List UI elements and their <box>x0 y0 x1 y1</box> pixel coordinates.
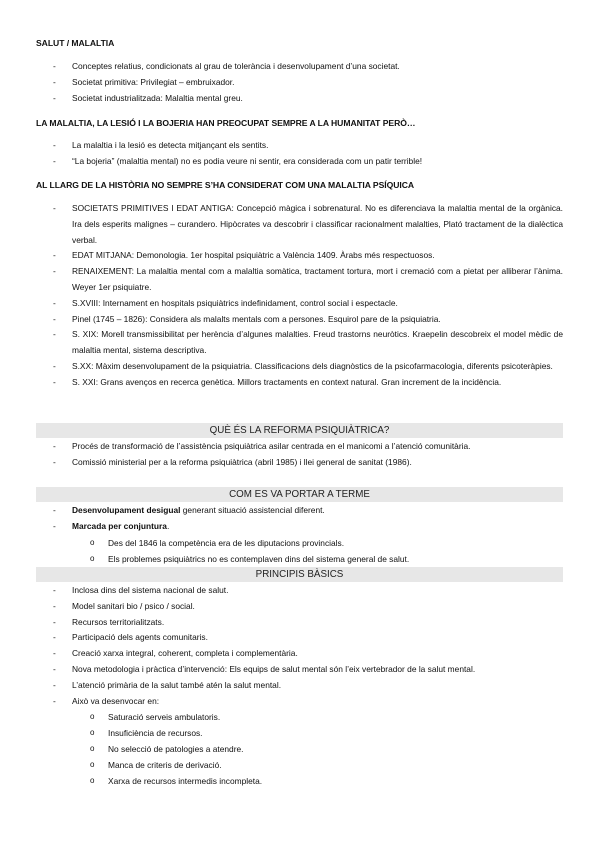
list-item: - EDAT MITJANA: Demonologia. 1er hospital psiquiàtric a València 1409. Àrabs més respectuosos. <box>53 250 435 261</box>
emphasis-text: Desenvolupament desigual <box>72 505 181 515</box>
list-item: - Això va desenvocar en: o Saturació serveis ambulatoris. o Insuficiència de recursos. o No selecció de patologies a atendre. o Manca de criteris de derivació. o Xarxa de recursos intermedis incompleta. <box>0 694 599 790</box>
list-historia <box>0 201 599 391</box>
list-item: - S. XIX: Morell transmissibilitat per herència d’algunes malalties. Freud trastorns neuròtics. Kraepelin descobreix el model mèdic de malaltia mental, sistema descriptiva. <box>53 329 563 356</box>
sublist-item: o No selecció de patologies a atendre. <box>90 744 244 755</box>
list-item: - Creació xarxa integral, coherent, completa i complementària. <box>53 648 298 659</box>
list-salut-malaltia <box>0 59 599 106</box>
list-item: - Participació dels agents comunitaris. <box>53 632 208 643</box>
list-item: - Nova metodologia i pràctica d’intervenció: Els equips de salut mental són l’eix vertebrador de la salut mental. <box>53 663 476 674</box>
list-item: - Societat industrialitzada: Malaltia mental greu. <box>53 92 243 103</box>
list-item: - La malaltia i la lesió es detecta mitjançant els sentits. <box>53 140 269 150</box>
list-item: - Procés de transformació de l’assistència psiquiàtrica asilar centrada en el manicomi a l’atenció comunitària. <box>53 441 471 451</box>
emphasis-text: Marcada per conjuntura <box>72 520 167 531</box>
section-band-com-es-va-portar-a-terme: COM ES VA PORTAR A TERME <box>36 487 563 502</box>
list-item: - Societat primitiva: Privilegiat – embruixador. <box>53 76 235 87</box>
section-heading-salut-malaltia: SALUT / MALALTIA <box>36 38 115 48</box>
list-item: - Model sanitari bio / psico / social. <box>53 600 195 611</box>
sublist-conjuntura <box>0 535 599 567</box>
list-com-es-va-portar-a-terme <box>0 503 599 567</box>
list-reforma-psiquiatrica <box>0 439 599 471</box>
sublist-item: o Manca de criteris de derivació. <box>90 760 222 771</box>
section-heading-historia: AL LLARG DE LA HISTÒRIA NO SEMPRE S’HA CONSIDERAT COM UNA MALALTIA PSÍQUICA <box>36 180 415 190</box>
list-item: - RENAIXEMENT: La malaltia mental com a malaltia somàtica, tractament tortura, mort i cremació com a pietat per alliberar l’ànima. Weyer 1er psiquiatre. <box>53 266 563 292</box>
sublist-item: o Els problemes psiquiàtrics no es contemplaven dins del sistema general de salut. <box>90 553 410 564</box>
section-heading-malaltia-lesio-bojeria: LA MALALTIA, LA LESIÓ I LA BOJERIA HAN PREOCUPAT SEMPRE A LA HUMANITAT PERÒ… <box>36 118 416 128</box>
list-item: - Desenvolupament desigual generant situació assistencial diferent. <box>53 505 325 515</box>
list-principis-basics <box>0 583 599 789</box>
section-band-principis-basics: PRINCIPIS BÀSICS <box>36 567 563 582</box>
list-item: - L’atenció primària de la salut també atén la salut mental. <box>53 679 282 690</box>
list-item: - S. XXI: Grans avenços en recerca genètica. Millors tractaments en context natural. Gran increment de la incidència. <box>53 376 502 387</box>
list-malaltia-lesio-bojeria <box>0 138 599 170</box>
list-item: - SOCIETATS PRIMITIVES I EDAT ANTIGA: Concepció màgica i sobrenatural. No es diferenciava la malaltia mental de la orgànica. Ira dels esperits malignes – curandero. Hipòcrates va descobrir i classificar racionalment malalties, Plató tractament de la dialèctica verbal. <box>53 203 563 245</box>
list-item: - Inclosa dins del sistema nacional de salut. <box>53 585 229 595</box>
sublist-item: o Des del 1846 la competència era de les diputacions provincials. <box>90 537 345 548</box>
list-item: - S.XVIII: Internament en hospitals psiquiàtrics indefinidament, control social i espectacle. <box>53 297 398 308</box>
sublist-item: o Insuficiència de recursos. <box>90 728 203 739</box>
sublist-item: o Xarxa de recursos intermedis incompleta. <box>90 776 263 787</box>
list-item: - “La bojeria” (malaltia mental) no es podia veure ni sentir, era considerada com un patir terrible! <box>53 155 423 166</box>
list-item: - Pinel (1745 – 1826): Considera als malalts mentals com a persones. Esquirol pare de la psiquiatria. <box>53 313 441 324</box>
list-item: - S.XX: Màxim desenvolupament de la psiquiatria. Classificacions dels diagnòstics de la psicofarmacologia, diferents psicoteràpies. <box>53 360 553 371</box>
sublist-item: o Saturació serveis ambulatoris. <box>90 712 221 723</box>
list-item: - Comissió ministerial per a la reforma psiquiàtrica (abril 1985) i llei general de sanitat (1986). <box>53 456 412 467</box>
section-band-reforma-psiquiatrica: QUÈ ÉS LA REFORMA PSIQUIÀTRICA? <box>36 423 563 438</box>
list-item: - Recursos territorialitzats. <box>53 616 165 627</box>
list-item: - Marcada per conjuntura. o Des del 1846 la competència era de les diputacions provincials. o Els problemes psiquiàtrics no es contemplaven dins del sistema general de salut. <box>0 519 599 567</box>
list-item: - Conceptes relatius, condicionats al grau de tolerància i desenvolupament d’una societat. <box>53 61 400 71</box>
sublist-consequencies <box>0 709 599 789</box>
